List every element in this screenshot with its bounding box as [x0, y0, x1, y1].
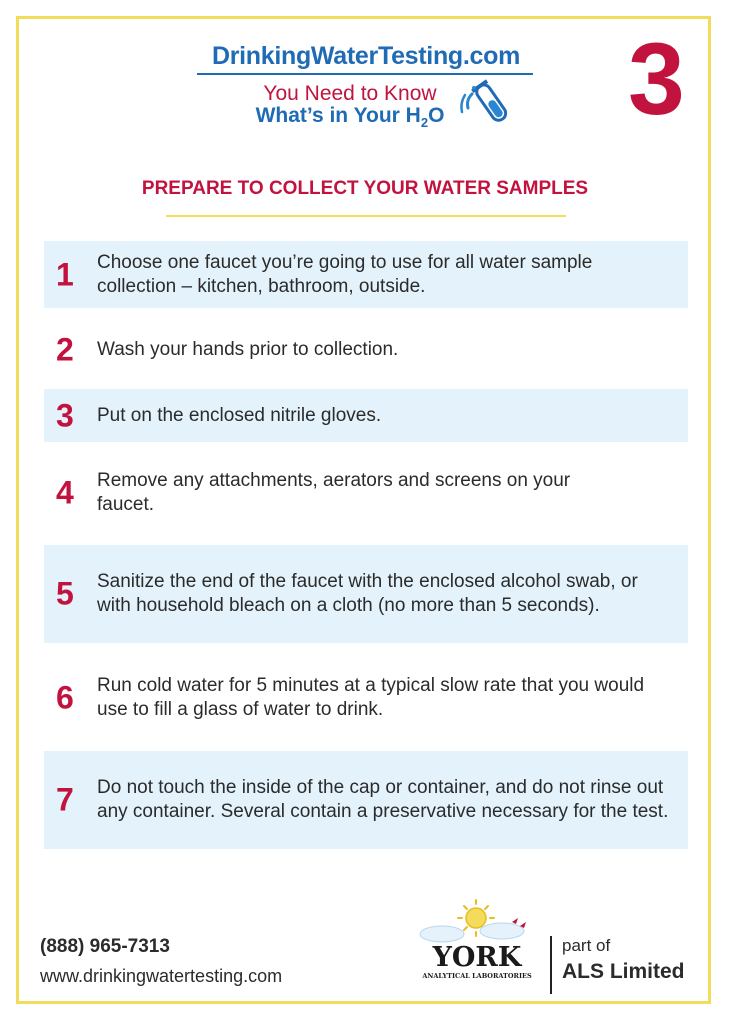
site-name-underline: [197, 73, 533, 75]
step-4: [44, 457, 688, 529]
step-number-label: 4: [56, 474, 74, 511]
step-number-label: 1: [56, 256, 74, 292]
step-number-label: 2: [56, 331, 74, 368]
york-subtitle: ANALYTICAL LABORATORIES: [422, 972, 532, 980]
part-of-label: part of: [562, 936, 611, 955]
footer-divider: [550, 936, 552, 994]
york-wordmark: YORK: [432, 942, 522, 973]
step-number-label: 6: [56, 679, 74, 716]
section-title: PREPARE TO COLLECT YOUR WATER SAMPLES: [141, 178, 589, 199]
website-url: www.drinkingwatertesting.com: [40, 966, 283, 986]
step-number: 3: [628, 22, 685, 136]
tagline-line1: You Need to Know: [263, 82, 437, 105]
step-text: Put on the enclosed nitrile gloves.: [97, 404, 382, 426]
step-3: [44, 389, 688, 442]
tagline-text: What’s in Your H: [255, 104, 421, 127]
step-5: [44, 545, 688, 643]
step-text: Sanitize the end of the faucet with the enclosed alcohol swab, or with household bleach on a cloth (no more than 5 seconds).: [97, 571, 638, 616]
step-text: Choose one faucet you’re going to use for all water sample collection – kitchen, bathroom, outside.: [97, 251, 593, 297]
step-6: [44, 658, 688, 738]
step-1: [44, 241, 688, 308]
step-2: [44, 322, 688, 378]
tagline-end: O: [428, 104, 445, 127]
site-name: DrinkingWaterTesting.com: [211, 42, 521, 70]
phone-number: (888) 965-7313: [40, 936, 170, 957]
test-tube-icon: [452, 78, 514, 126]
step-number-label: 3: [56, 397, 74, 433]
step-text: Do not touch the inside of the cap or container, and do not rinse out any container. Several contain a preservative necessary for the test.: [97, 777, 669, 822]
step-text: Wash your hands prior to collection.: [97, 339, 399, 360]
step-number-label: 7: [56, 781, 74, 818]
step-text: Remove any attachments, aerators and screens on your faucet.: [97, 470, 571, 515]
step-text: Run cold water for 5 minutes at a typical slow rate that you would use to fill a glass of water to drink.: [97, 675, 645, 720]
section-title-underline: [166, 215, 566, 217]
parent-company: ALS Limited: [562, 960, 685, 983]
step-7: [44, 751, 688, 849]
step-number-label: 5: [56, 575, 74, 612]
york-laboratories-logo: [408, 898, 546, 988]
tagline-line2: [232, 104, 468, 130]
tagline-subscript: 2: [420, 115, 429, 131]
